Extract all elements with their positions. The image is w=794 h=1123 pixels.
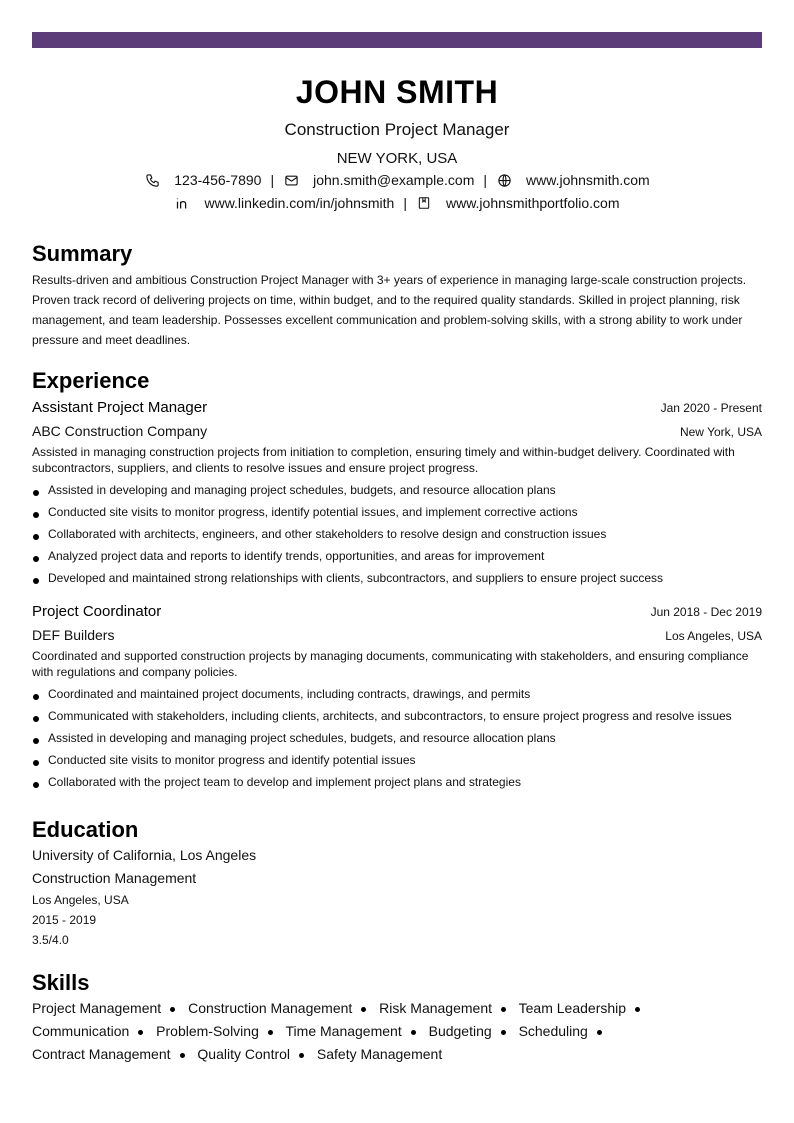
list-item: Developed and maintained strong relationships with clients, subcontractors, and suppliers to ensure project success: [32, 567, 762, 589]
skills-row: [32, 1020, 762, 1043]
bullet-dot: [501, 1030, 506, 1035]
mail-icon: [283, 172, 299, 188]
list-item: Conducted site visits to monitor progress, identify potential issues, and implement corrective actions: [32, 501, 762, 523]
summary-heading: Summary: [32, 241, 133, 266]
list-item: Communicated with stakeholders, including clients, architects, and subcontractors, to ensure project progress and resolve issues: [32, 705, 762, 727]
globe-icon: [496, 172, 512, 188]
bullet-dot: [170, 1007, 175, 1012]
list-item: Assisted in developing and managing project schedules, budgets, and resource allocation plans: [32, 479, 762, 501]
skill-item: Risk Management: [379, 1000, 492, 1016]
portfolio-link[interactable]: www.johnsmithportfolio.com: [445, 195, 620, 211]
website-link[interactable]: www.johnsmith.com: [526, 172, 650, 188]
skill-item: Safety Management: [316, 1046, 443, 1062]
summary-text: Results-driven and ambitious Construction Project Manager with 3+ years of experience in managing large-scale construction projects. Proven track record of delivering projects on time, within budget, and to the required quality standards. Skilled in project planning, risk management, and team leadership. Possesses excellent communication and problem-solving skills, with a strong ability to work under pressure and meet deadlines.: [32, 273, 747, 347]
skills-row: [32, 1043, 762, 1066]
skill-item: Scheduling: [518, 1023, 588, 1039]
job-bullets: [32, 479, 762, 589]
skill-item: Quality Control: [197, 1046, 291, 1062]
bullet-dot: [299, 1053, 304, 1058]
job-location: New York, USA: [679, 425, 762, 439]
bullet-dot: [138, 1030, 143, 1035]
separator: |: [403, 195, 407, 211]
skills-heading: Skills: [32, 970, 90, 995]
skill-item: Construction Management: [188, 1000, 353, 1016]
skill-item: Problem-Solving: [156, 1023, 259, 1039]
list-item: Analyzed project data and reports to identify trends, opportunities, and areas for improvement: [32, 545, 762, 567]
list-item: Conducted site visits to monitor progress and identify potential issues: [32, 749, 762, 771]
job-entry: [32, 601, 762, 793]
job-dates: Jan 2020 - Present: [660, 401, 762, 415]
education-heading: Education: [32, 817, 139, 842]
job-description: Coordinated and supported construction projects by managing documents, communicating with stakeholders, and ensuring compliance with regulations and company policies.: [32, 649, 749, 679]
job-dates: Jun 2018 - Dec 2019: [650, 605, 762, 619]
contact-row-1: [32, 169, 762, 191]
experience-heading: Experience: [32, 368, 150, 393]
education-school: University of California, Los Angeles: [32, 847, 257, 863]
bullet-dot: [361, 1007, 366, 1012]
job-company: DEF Builders: [32, 627, 115, 643]
skill-item: Contract Management: [32, 1046, 171, 1062]
separator: |: [483, 172, 488, 188]
bullet-dot: [501, 1007, 506, 1012]
list-item: Assisted in developing and managing project schedules, budgets, and resource allocation plans: [32, 727, 762, 749]
skills-section: [32, 969, 762, 1066]
skill-item: Time Management: [285, 1023, 402, 1039]
skill-item: Budgeting: [428, 1023, 492, 1039]
job-bullets: [32, 683, 762, 793]
linkedin-link[interactable]: www.linkedin.com/in/johnsmith: [204, 195, 395, 211]
education-section: [32, 816, 762, 950]
bullet-dot: [597, 1030, 602, 1035]
job-title: Project Coordinator: [32, 603, 162, 620]
bullet-dot: [180, 1053, 185, 1058]
bullet-dot: [268, 1030, 273, 1035]
job-description: Assisted in managing construction projects from initiation to completion, ensuring timely and within-budget delivery. Coordinated with subcontractors, suppliers, and clients to resolve issues and ensure project progress.: [32, 445, 735, 475]
summary-section: [32, 240, 762, 350]
education-years: 2015 - 2019: [32, 913, 97, 927]
skill-item: Communication: [32, 1023, 130, 1039]
skill-item: Team Leadership: [518, 1000, 627, 1016]
education-gpa: 3.5/4.0: [32, 933, 69, 947]
candidate-location: NEW YORK, USA: [336, 150, 458, 167]
accent-bar: [32, 32, 762, 48]
phone-icon: [144, 172, 160, 188]
linkedin-icon: [174, 195, 190, 211]
job-company: ABC Construction Company: [32, 423, 208, 439]
resume-header: [32, 72, 762, 214]
skill-item: Project Management: [32, 1000, 162, 1016]
list-item: Collaborated with architects, engineers, and other stakeholders to resolve design and construction issues: [32, 523, 762, 545]
bullet-dot: [411, 1030, 416, 1035]
list-item: Coordinated and maintained project documents, including contracts, drawings, and permits: [32, 683, 762, 705]
phone-number[interactable]: 123-456-7890: [174, 172, 262, 188]
experience-section: [32, 367, 762, 793]
job-location: Los Angeles, USA: [665, 629, 762, 643]
job-title: Assistant Project Manager: [32, 399, 208, 416]
contact-row-2: [32, 192, 762, 214]
list-item: Collaborated with the project team to develop and implement project plans and strategies: [32, 771, 762, 793]
email-link[interactable]: john.smith@example.com: [313, 172, 475, 188]
job-entry: [32, 397, 762, 589]
separator: |: [270, 172, 275, 188]
candidate-name: JOHN SMITH: [295, 74, 499, 110]
candidate-title: Construction Project Manager: [284, 120, 510, 139]
skills-row: [32, 997, 762, 1020]
education-degree: Construction Management: [32, 870, 197, 886]
bullet-dot: [635, 1007, 640, 1012]
education-location: Los Angeles, USA: [32, 893, 129, 907]
portfolio-icon: [416, 195, 432, 211]
